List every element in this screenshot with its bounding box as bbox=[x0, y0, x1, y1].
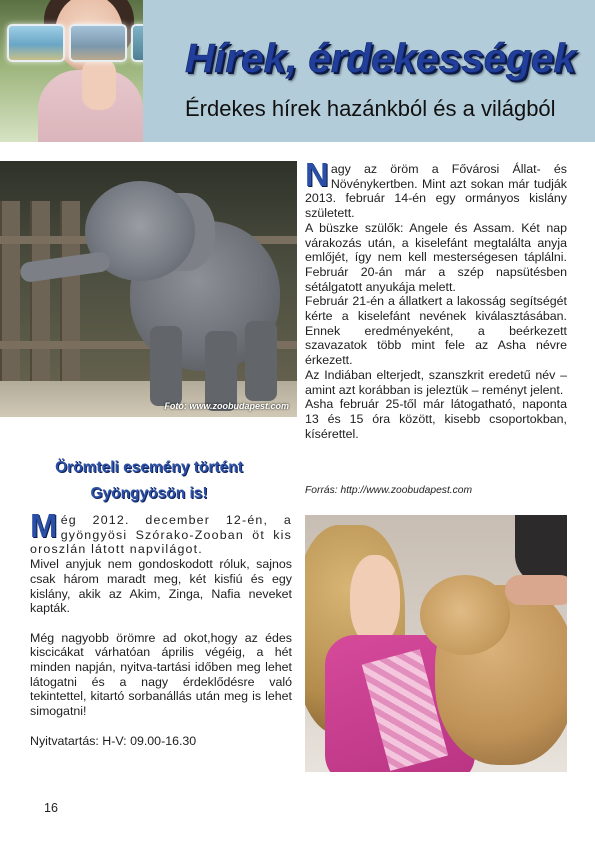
article-paragraph: Az Indiában elterjedt, szanszkrit eredetű név – amint azt korábban is jeleztük – reményt jelent. bbox=[305, 367, 567, 397]
page-title: Hírek, érdekességek bbox=[185, 35, 576, 81]
photo-credit: Fotó: www.zoobudapest.com bbox=[164, 401, 289, 411]
lion-cub-photo bbox=[305, 515, 567, 772]
section-heading: Örömteli esemény történt Gyöngyösön is! bbox=[55, 459, 243, 502]
thumbnail-beach bbox=[7, 24, 65, 62]
article-source: Forrás: http://www.zoobudapest.com bbox=[305, 485, 473, 496]
article-paragraph: Még 2012. december 12-én, a gyöngyösi Szórako-Zooban öt kis oroszlán látott napvilágot. bbox=[30, 507, 292, 557]
elephant-article bbox=[305, 156, 567, 441]
article-paragraph: A büszke szülők: Angele és Assam. Két nap várakozás után, a kiselefánt megtalálta anyja emlőjét, így nem kell mesterségesen táplálni. Február 20-án már a szép napsütésben sétálgatott anyukája melett. bbox=[305, 220, 567, 294]
drop-cap: M bbox=[30, 507, 59, 544]
drop-cap: N bbox=[305, 156, 329, 193]
article-paragraph: Nagy az öröm a Fővárosi Állat- és Növénykertben. Mint azt sokan már tudják 2013. február 14-én egy ormányos kislány született. bbox=[305, 156, 567, 221]
elephant-photo bbox=[0, 161, 297, 417]
article-paragraph: Asha február 25-től már látogatható, naponta 13 és 15 óra között, kisebb csoportokban, kísérettel. bbox=[305, 397, 567, 441]
thumbnail-landscape bbox=[69, 24, 127, 62]
lion-article bbox=[30, 507, 292, 748]
header-photo bbox=[0, 0, 143, 142]
article-paragraph: Február 21-én a állatkert a lakosság segítségét kérte a kiselefánt nevének kiválasztásában. Ennek eredményeként, a beérkezett szavazatok több mint fele az Asha névre érkezett. bbox=[305, 294, 567, 368]
header-band bbox=[0, 0, 595, 142]
thumbnail-partial bbox=[131, 24, 143, 62]
page-number: 16 bbox=[44, 801, 58, 815]
opening-hours: Nyitvatartás: H-V: 09.00-16.30 bbox=[30, 733, 197, 748]
article-paragraph: Még nagyobb örömre ad okot,hogy az édes kiscicákat várhatóan április végéig, a hét minden napján, nyitva-tartási időben meg lehet látogatni és a nagy érdeklődésre való tekintettel, kitartó sorbanállás után meg is lehet simogatni! bbox=[30, 630, 292, 719]
article-paragraph: Mivel anyjuk nem gondoskodott róluk, sajnos csak három maradt meg, két kisfiú és egy kislány, akik az Akim, Zinga, Nafia neveket kapták. bbox=[30, 557, 292, 616]
page-subtitle: Érdekes hírek hazánkból és a világból bbox=[185, 96, 556, 121]
